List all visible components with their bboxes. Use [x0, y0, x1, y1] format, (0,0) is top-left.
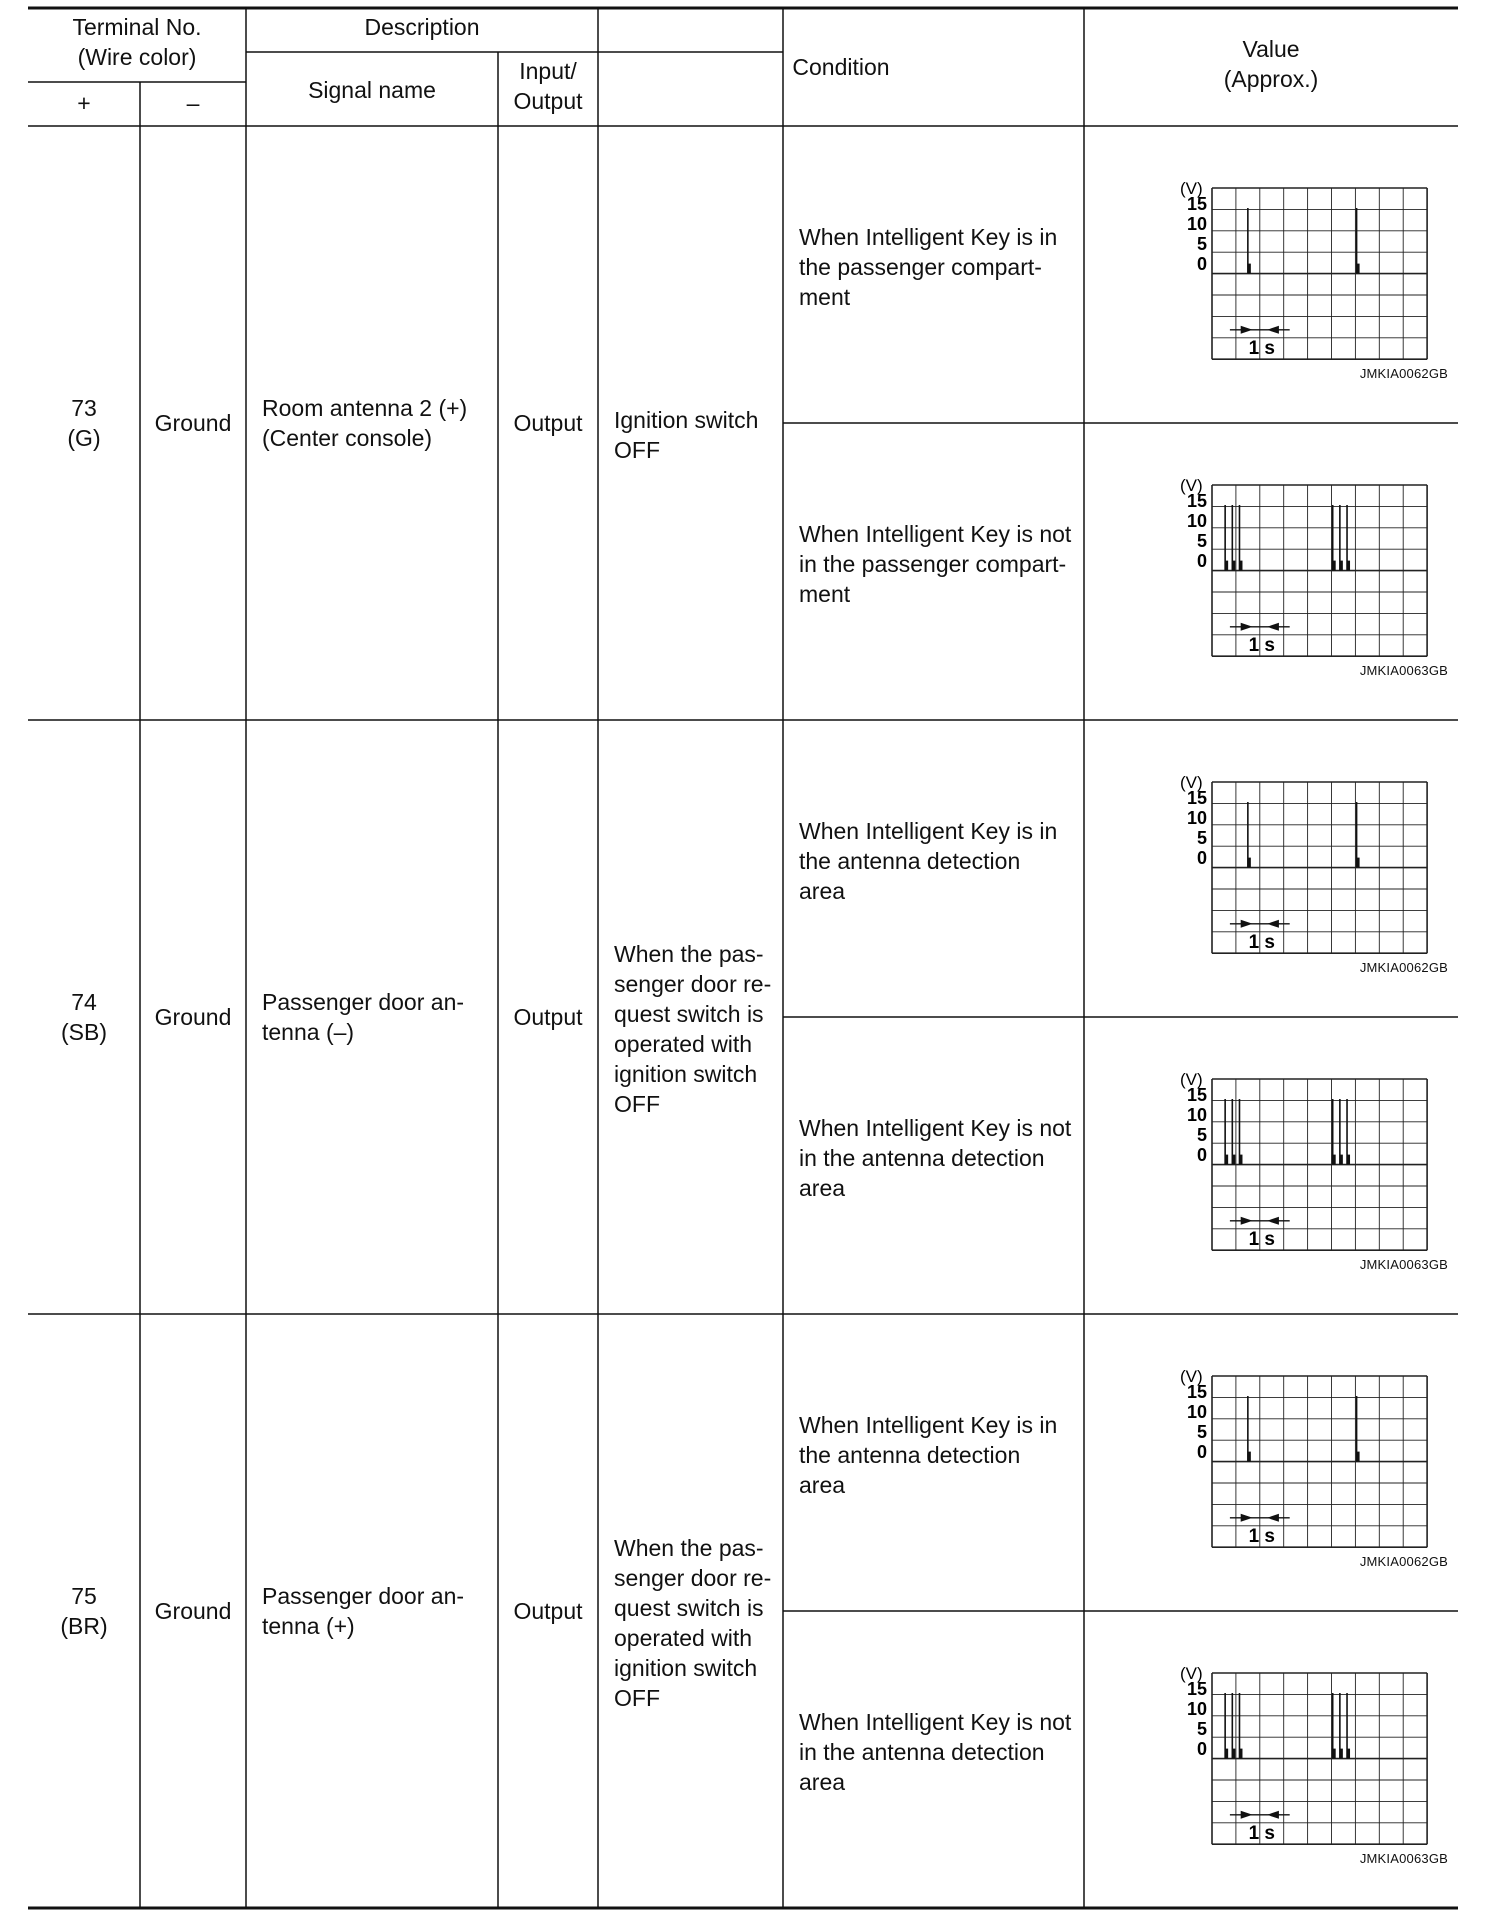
sub-condition: When Intelligent Key is in the antenna detection area: [799, 817, 1058, 904]
y-tick-label: 0: [1196, 551, 1207, 571]
time-scale-label: 1 s: [1248, 634, 1276, 656]
condition: When the pas- senger door re- quest switch is operated with ignition switch OFF: [614, 1535, 772, 1711]
y-tick-label: 10: [1186, 511, 1207, 531]
waveform-figure: [1134, 1653, 1434, 1853]
figure-code: JMKIA0063GB: [1359, 1851, 1448, 1866]
input-output: Output: [513, 410, 583, 436]
signal-name: Passenger door an- tenna (+): [262, 1583, 465, 1639]
y-tick-label: 15: [1186, 1382, 1207, 1402]
y-tick-label: 10: [1186, 214, 1207, 234]
waveform-figure: [1134, 1356, 1434, 1556]
y-tick-label: 5: [1196, 1125, 1207, 1145]
time-arrow-right: [1241, 920, 1253, 928]
header-signal-name: Signal name: [308, 77, 436, 103]
header-input-output: Input/ Output: [513, 58, 583, 114]
condition: When the pas- senger door re- quest switch is operated with ignition switch OFF: [614, 941, 772, 1117]
ground-terminal: Ground: [154, 1004, 232, 1030]
time-scale-label: 1 s: [1248, 931, 1276, 953]
y-tick-label: 0: [1196, 1442, 1207, 1462]
y-tick-label: 5: [1196, 1422, 1207, 1442]
y-tick-label: 5: [1196, 531, 1207, 551]
time-arrow-right: [1241, 326, 1253, 334]
terminal-number: 75 (BR): [60, 1583, 108, 1639]
waveform-figure: [1134, 465, 1434, 665]
waveform-graph: [1134, 465, 1434, 665]
y-tick-label: 15: [1186, 1085, 1207, 1105]
terminal-number: 74 (SB): [61, 989, 107, 1045]
time-arrow-left: [1267, 1217, 1279, 1225]
time-arrow-left: [1267, 1514, 1279, 1522]
y-tick-label: 5: [1196, 828, 1207, 848]
y-tick-label: 10: [1186, 1699, 1207, 1719]
time-arrow-left: [1267, 623, 1279, 631]
figure-code: JMKIA0063GB: [1359, 1257, 1448, 1272]
header-minus: –: [186, 90, 200, 116]
waveform-graph: [1134, 168, 1434, 368]
time-arrow-left: [1267, 326, 1279, 334]
y-tick-label: 10: [1186, 1105, 1207, 1125]
figure-code: JMKIA0063GB: [1359, 663, 1448, 678]
figure-code: JMKIA0062GB: [1359, 960, 1448, 975]
sub-condition: When Intelligent Key is in the antenna detection area: [799, 1411, 1058, 1498]
time-arrow-left: [1267, 920, 1279, 928]
axis-unit-label: (V): [1180, 1367, 1203, 1386]
time-scale-label: 1 s: [1248, 1228, 1276, 1250]
y-tick-label: 15: [1186, 491, 1207, 511]
y-tick-label: 15: [1186, 788, 1207, 808]
input-output: Output: [513, 1598, 583, 1624]
y-tick-label: 0: [1196, 1145, 1207, 1165]
axis-unit-label: (V): [1180, 1664, 1203, 1683]
time-arrow-left: [1267, 1811, 1279, 1819]
header-terminal-no: Terminal No. (Wire color): [72, 14, 202, 70]
y-tick-label: 15: [1186, 1679, 1207, 1699]
ground-terminal: Ground: [154, 1598, 232, 1624]
axis-unit-label: (V): [1180, 179, 1203, 198]
terminal-number: 73 (G): [67, 395, 101, 451]
waveform-graph: [1134, 1653, 1434, 1853]
waveform-graph: [1134, 762, 1434, 962]
axis-unit-label: (V): [1180, 773, 1203, 792]
axis-unit-label: (V): [1180, 1070, 1203, 1089]
sub-condition: When Intelligent Key is not in the antenna detection area: [799, 1708, 1072, 1795]
input-output: Output: [513, 1004, 583, 1030]
time-scale-label: 1 s: [1248, 337, 1276, 359]
y-tick-label: 0: [1196, 848, 1207, 868]
time-arrow-right: [1241, 1514, 1253, 1522]
time-arrow-right: [1241, 623, 1253, 631]
sub-condition: When Intelligent Key is not in the antenna detection area: [799, 1114, 1072, 1201]
condition: Ignition switch OFF: [614, 407, 759, 463]
figure-code: JMKIA0062GB: [1359, 366, 1448, 381]
figure-code: JMKIA0062GB: [1359, 1554, 1448, 1569]
header-value: Value (Approx.): [1223, 36, 1319, 92]
y-tick-label: 5: [1196, 234, 1207, 254]
y-tick-label: 10: [1186, 808, 1207, 828]
waveform-figure: [1134, 762, 1434, 962]
time-arrow-right: [1241, 1217, 1253, 1225]
y-tick-label: 5: [1196, 1719, 1207, 1739]
header-condition: Condition: [792, 54, 890, 80]
axis-unit-label: (V): [1180, 476, 1203, 495]
waveform-figure: [1134, 168, 1434, 368]
y-tick-label: 10: [1186, 1402, 1207, 1422]
ground-terminal: Ground: [154, 410, 232, 436]
waveform-graph: [1134, 1059, 1434, 1259]
time-scale-label: 1 s: [1248, 1822, 1276, 1844]
y-tick-label: 15: [1186, 194, 1207, 214]
time-arrow-right: [1241, 1811, 1253, 1819]
time-scale-label: 1 s: [1248, 1525, 1276, 1547]
sub-condition: When Intelligent Key is in the passenger compart- ment: [799, 223, 1058, 310]
y-tick-label: 0: [1196, 254, 1207, 274]
waveform-figure: [1134, 1059, 1434, 1259]
signal-name: Room antenna 2 (+) (Center console): [262, 395, 468, 451]
waveform-graph: [1134, 1356, 1434, 1556]
y-tick-label: 0: [1196, 1739, 1207, 1759]
signal-name: Passenger door an- tenna (–): [262, 989, 465, 1045]
header-plus: +: [77, 90, 91, 116]
header-description: Description: [364, 14, 480, 40]
sub-condition: When Intelligent Key is not in the passenger compart- ment: [799, 520, 1072, 607]
